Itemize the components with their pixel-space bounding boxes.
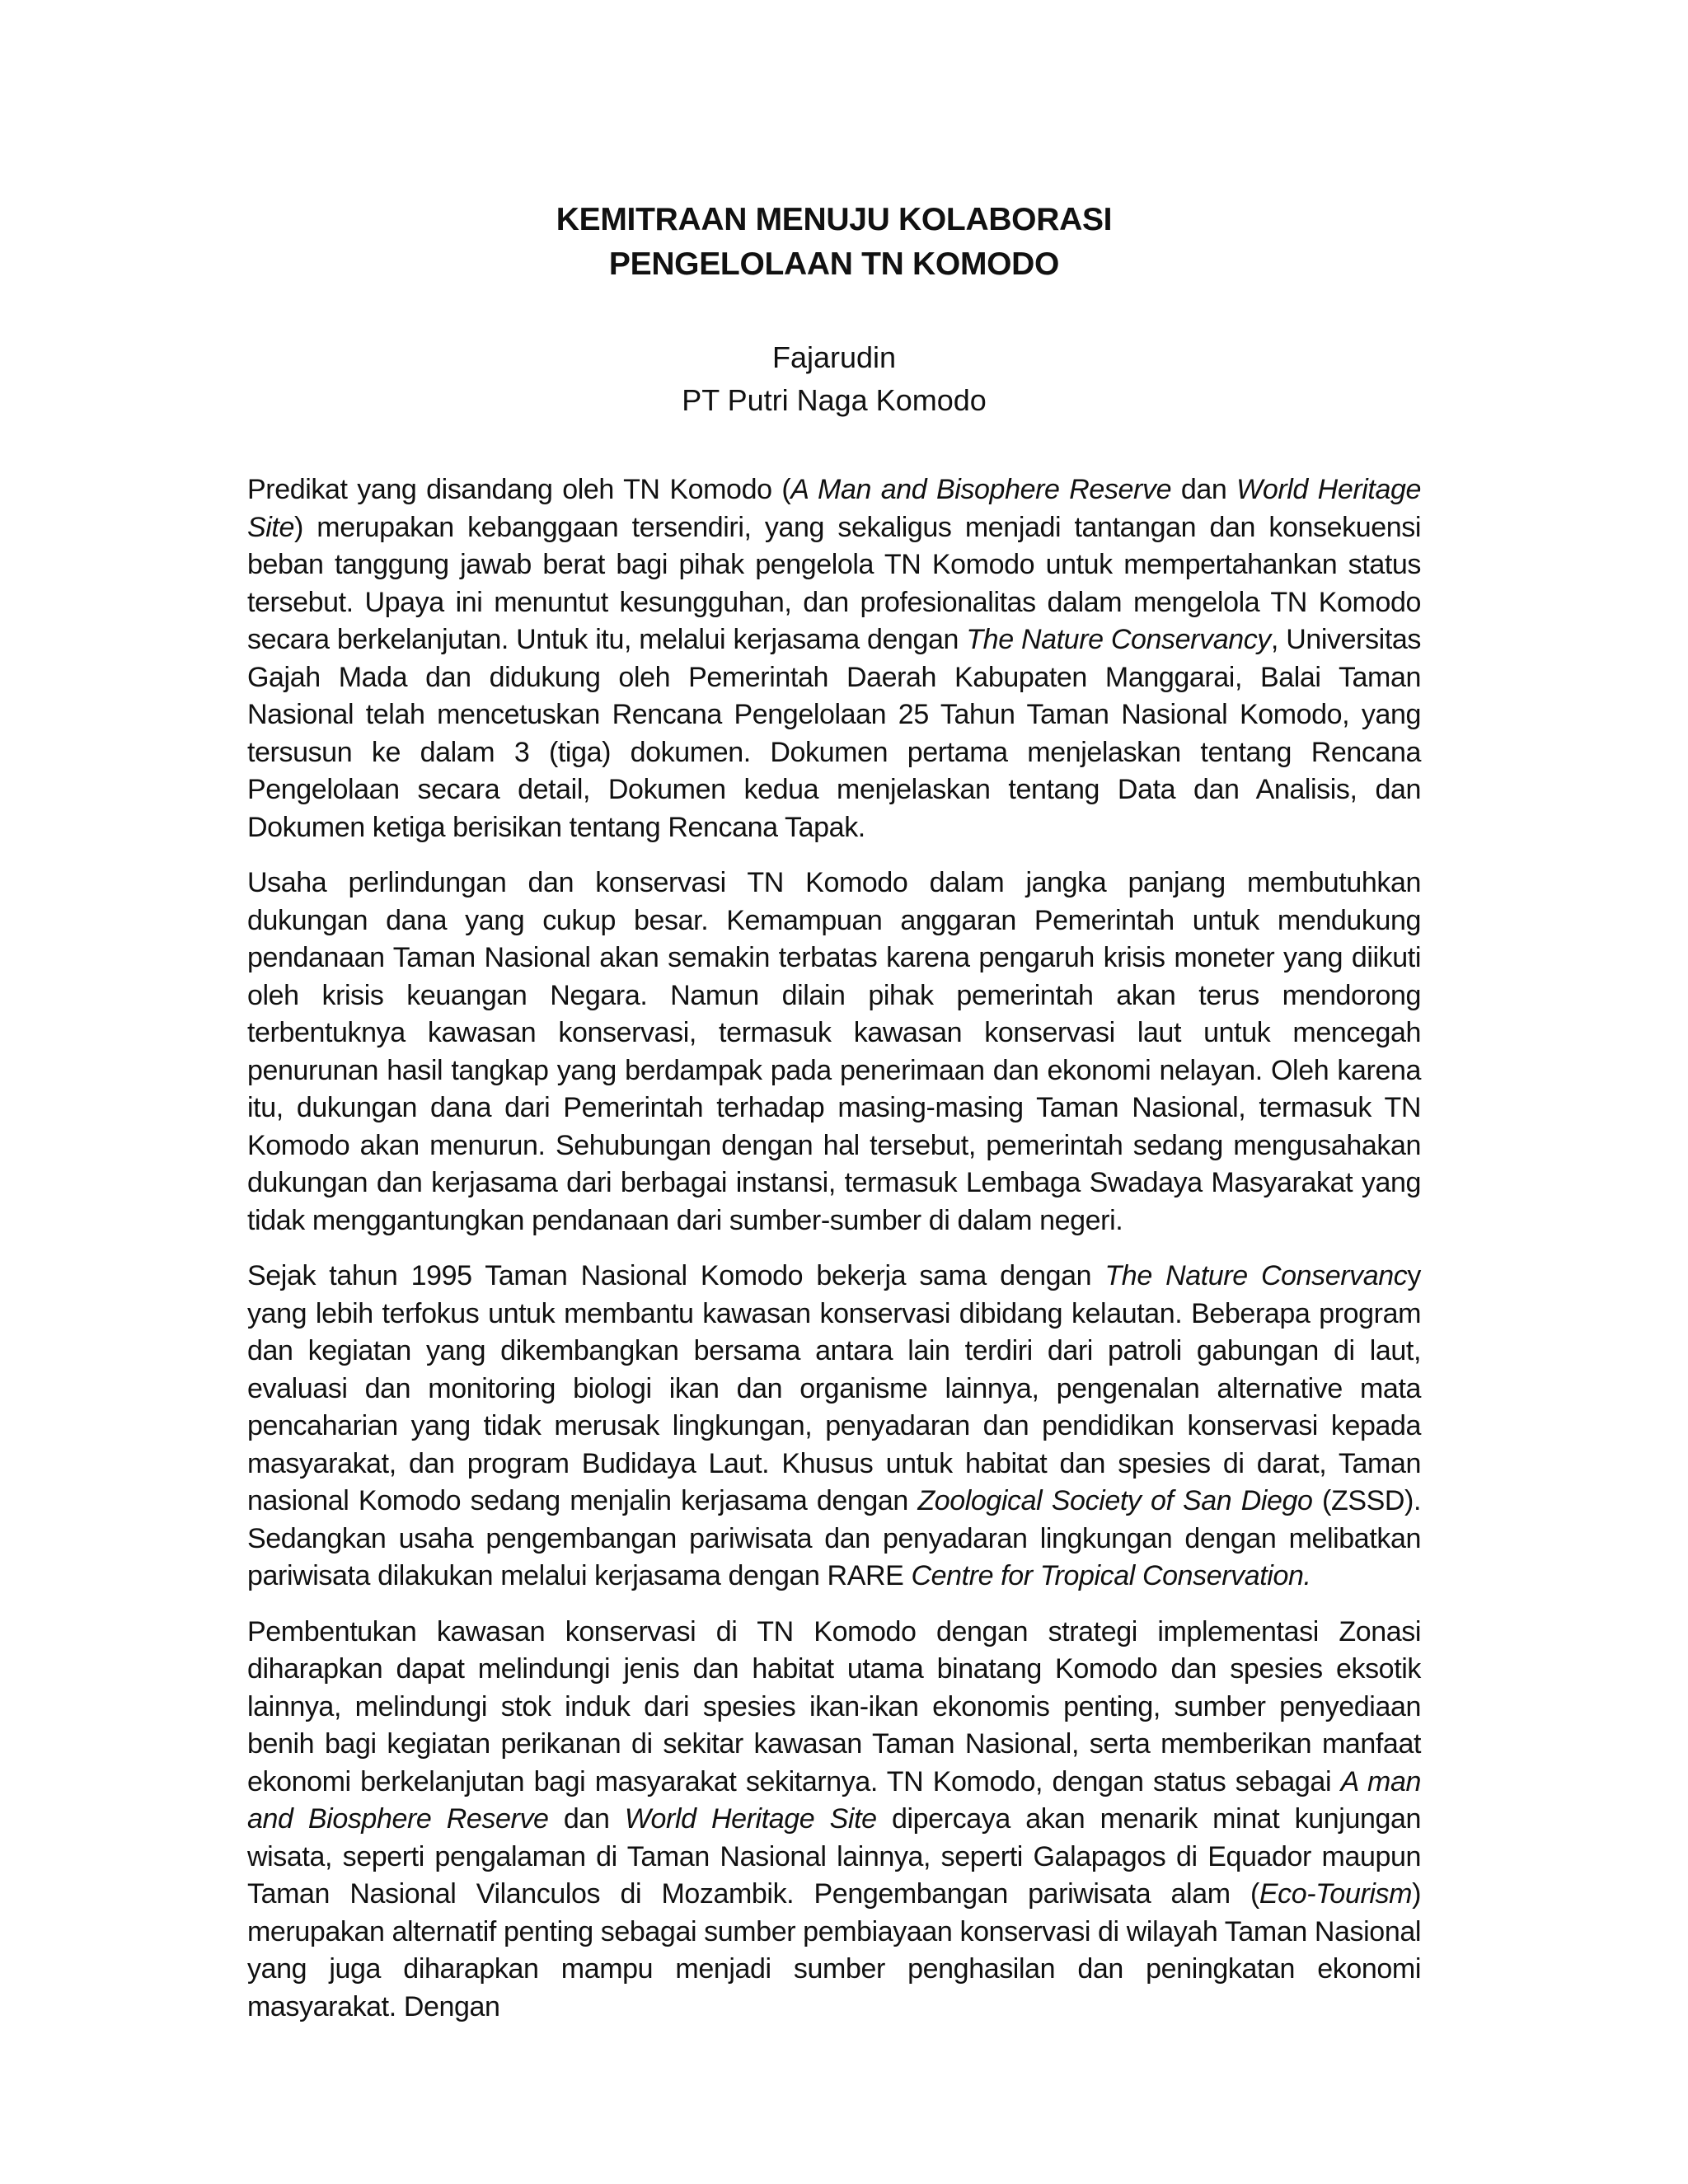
italic-run: World Heritage Site <box>624 1803 877 1835</box>
italic-run: The Nature Conservanc <box>1104 1260 1408 1291</box>
text-run: Pembentukan kawasan konservasi di TN Komodo dengan strategi implementasi Zonasi diharapkan dapat melindungi jenis dan habitat utama binatang Komodo dan spesies eksotik lainnya, melindungi stok induk dari spesies ikan-ikan ekonomis penting, sumber penyediaan benih bagi kegiatan perikanan di sekitar kawasan Taman Nasional, serta memberikan manfaat ekonomi berkelanjutan bagi masyarakat sekitarnya. TN Komodo, dengan status sebagai <box>247 1615 1421 1797</box>
paragraph-4 <box>247 1614 1421 2027</box>
italic-run: A man and Biosphere Reserve <box>247 1765 1421 1835</box>
author-name: Fajarudin <box>771 340 897 374</box>
italic-run: A Man and Bisophere Reserve <box>790 474 1172 505</box>
paragraph-1 <box>247 471 1421 846</box>
text-run: dan <box>1171 474 1237 505</box>
italic-run: Eco-Tourism <box>1259 1878 1413 1910</box>
text-run: , Universitas Gajah Mada dan didukung oleh Pemerintah Daerah Kabupaten Manggarai, Balai Taman Nasional telah mencetuskan Rencana Pengelolaan 25 Tahun Taman Nasional Komodo, yang tersusun ke dalam 3 (tiga) dokumen. Dokumen pertama menjelaskan tentang Rencana Pengelolaan secara detail, Dokumen kedua menjelaskan tentang Data dan Analisis, dan Dokumen ketiga berisikan tentang Rencana Tapak. <box>247 624 1421 843</box>
text-run: ) merupakan kebanggaan tersendiri, yang sekaligus menjadi tantangan dan konsekuensi beban tanggung jawab berat bagi pihak pengelola TN Komodo untuk mempertahankan status tersebut. Upaya ini menuntut kesungguhan, dan profesionalitas dalam mengelola TN Komodo secara berkelanjutan. Untuk itu, melalui kerjasama dengan <box>247 511 1421 655</box>
document-page <box>247 198 1421 2044</box>
text-run: ) merupakan alternatif penting sebagai sumber pembiayaan konservasi di wilayah Taman Nasional yang juga diharapkan mampu menjadi sumber penghasilan dan peningkatan ekonomi masyarakat. Dengan <box>247 1878 1421 2022</box>
text-run: y yang lebih terfokus untuk membantu kawasan konservasi dibidang kelautan. Beberapa program dan kegiatan yang dikembangkan bersama antara lain terdiri dari patroli gabungan di laut, evaluasi dan monitoring biologi ikan dan organisme lainnya, pengenalan alternative mata pencaharian yang tidak merusak lingkungan, penyadaran dan pendidikan konservasi kepada masyarakat, dan program Budidaya Laut. Khusus untuk habitat dan spesies di darat, Taman nasional Komodo sedang menjalin kerjasama dengan <box>247 1260 1421 1516</box>
title-line-1: KEMITRAAN MENUJU KOLABORASI <box>556 202 1113 237</box>
paragraph-3 <box>247 1258 1421 1596</box>
text-run: Predikat yang disandang oleh TN Komodo ( <box>247 474 791 505</box>
author-affiliation: PT Putri Naga Komodo <box>682 383 987 417</box>
document-title <box>247 198 1421 287</box>
title-line-2: PENGELOLAAN TN KOMODO <box>608 246 1060 282</box>
text-run: dipercaya akan menarik minat kunjungan wisata, seperti pengalaman di Taman Nasional lainnya, seperti Galapagos di Equador maupun Taman Nasional Vilanculos di Mozambik. Pengembangan pariwisata alam ( <box>247 1803 1421 1910</box>
text-run: Sejak tahun 1995 Taman Nasional Komodo bekerja sama dengan <box>247 1260 1105 1291</box>
paragraph-2 <box>247 865 1421 1240</box>
italic-run: Centre for Tropical Conservation. <box>911 1560 1311 1591</box>
text-run: Usaha perlindungan dan konservasi TN Komodo dalam jangka panjang membutuhkan dukungan dana yang cukup besar. Kemampuan anggaran Pemerintah untuk mendukung pendanaan Taman Nasional akan semakin terbatas karena pengaruh krisis moneter yang diikuti oleh krisis keuangan Negara. Namun dilain pihak pemerintah akan terus mendorong terbentuknya kawasan konservasi, termasuk kawasan konservasi laut untuk mencegah penurunan hasil tangkap yang berdampak pada penerimaan dan ekonomi nelayan. Oleh karena itu, dukungan dana dari Pemerintah terhadap masing-masing Taman Nasional, termasuk TN Komodo akan menurun. Sehubungan dengan hal tersebut, pemerintah sedang mengusahakan dukungan dan kerjasama dari berbagai instansi, termasuk Lembaga Swadaya Masyarakat yang tidak menggantungkan pendanaan dari sumber-sumber di dalam negeri. <box>247 867 1421 1236</box>
text-run: dan <box>548 1803 625 1835</box>
italic-run: Zoological Society of San Diego <box>917 1485 1313 1516</box>
italic-run: World Heritage Site <box>247 474 1421 543</box>
author-block <box>247 336 1421 422</box>
text-run: (ZSSD). Sedangkan usaha pengembangan pariwisata dan penyadaran lingkungan dengan melibatkan pariwisata dilakukan melalui kerjasama dengan RARE <box>247 1485 1422 1591</box>
document-body <box>247 471 1421 2026</box>
italic-run: The Nature Conservancy <box>966 624 1271 655</box>
